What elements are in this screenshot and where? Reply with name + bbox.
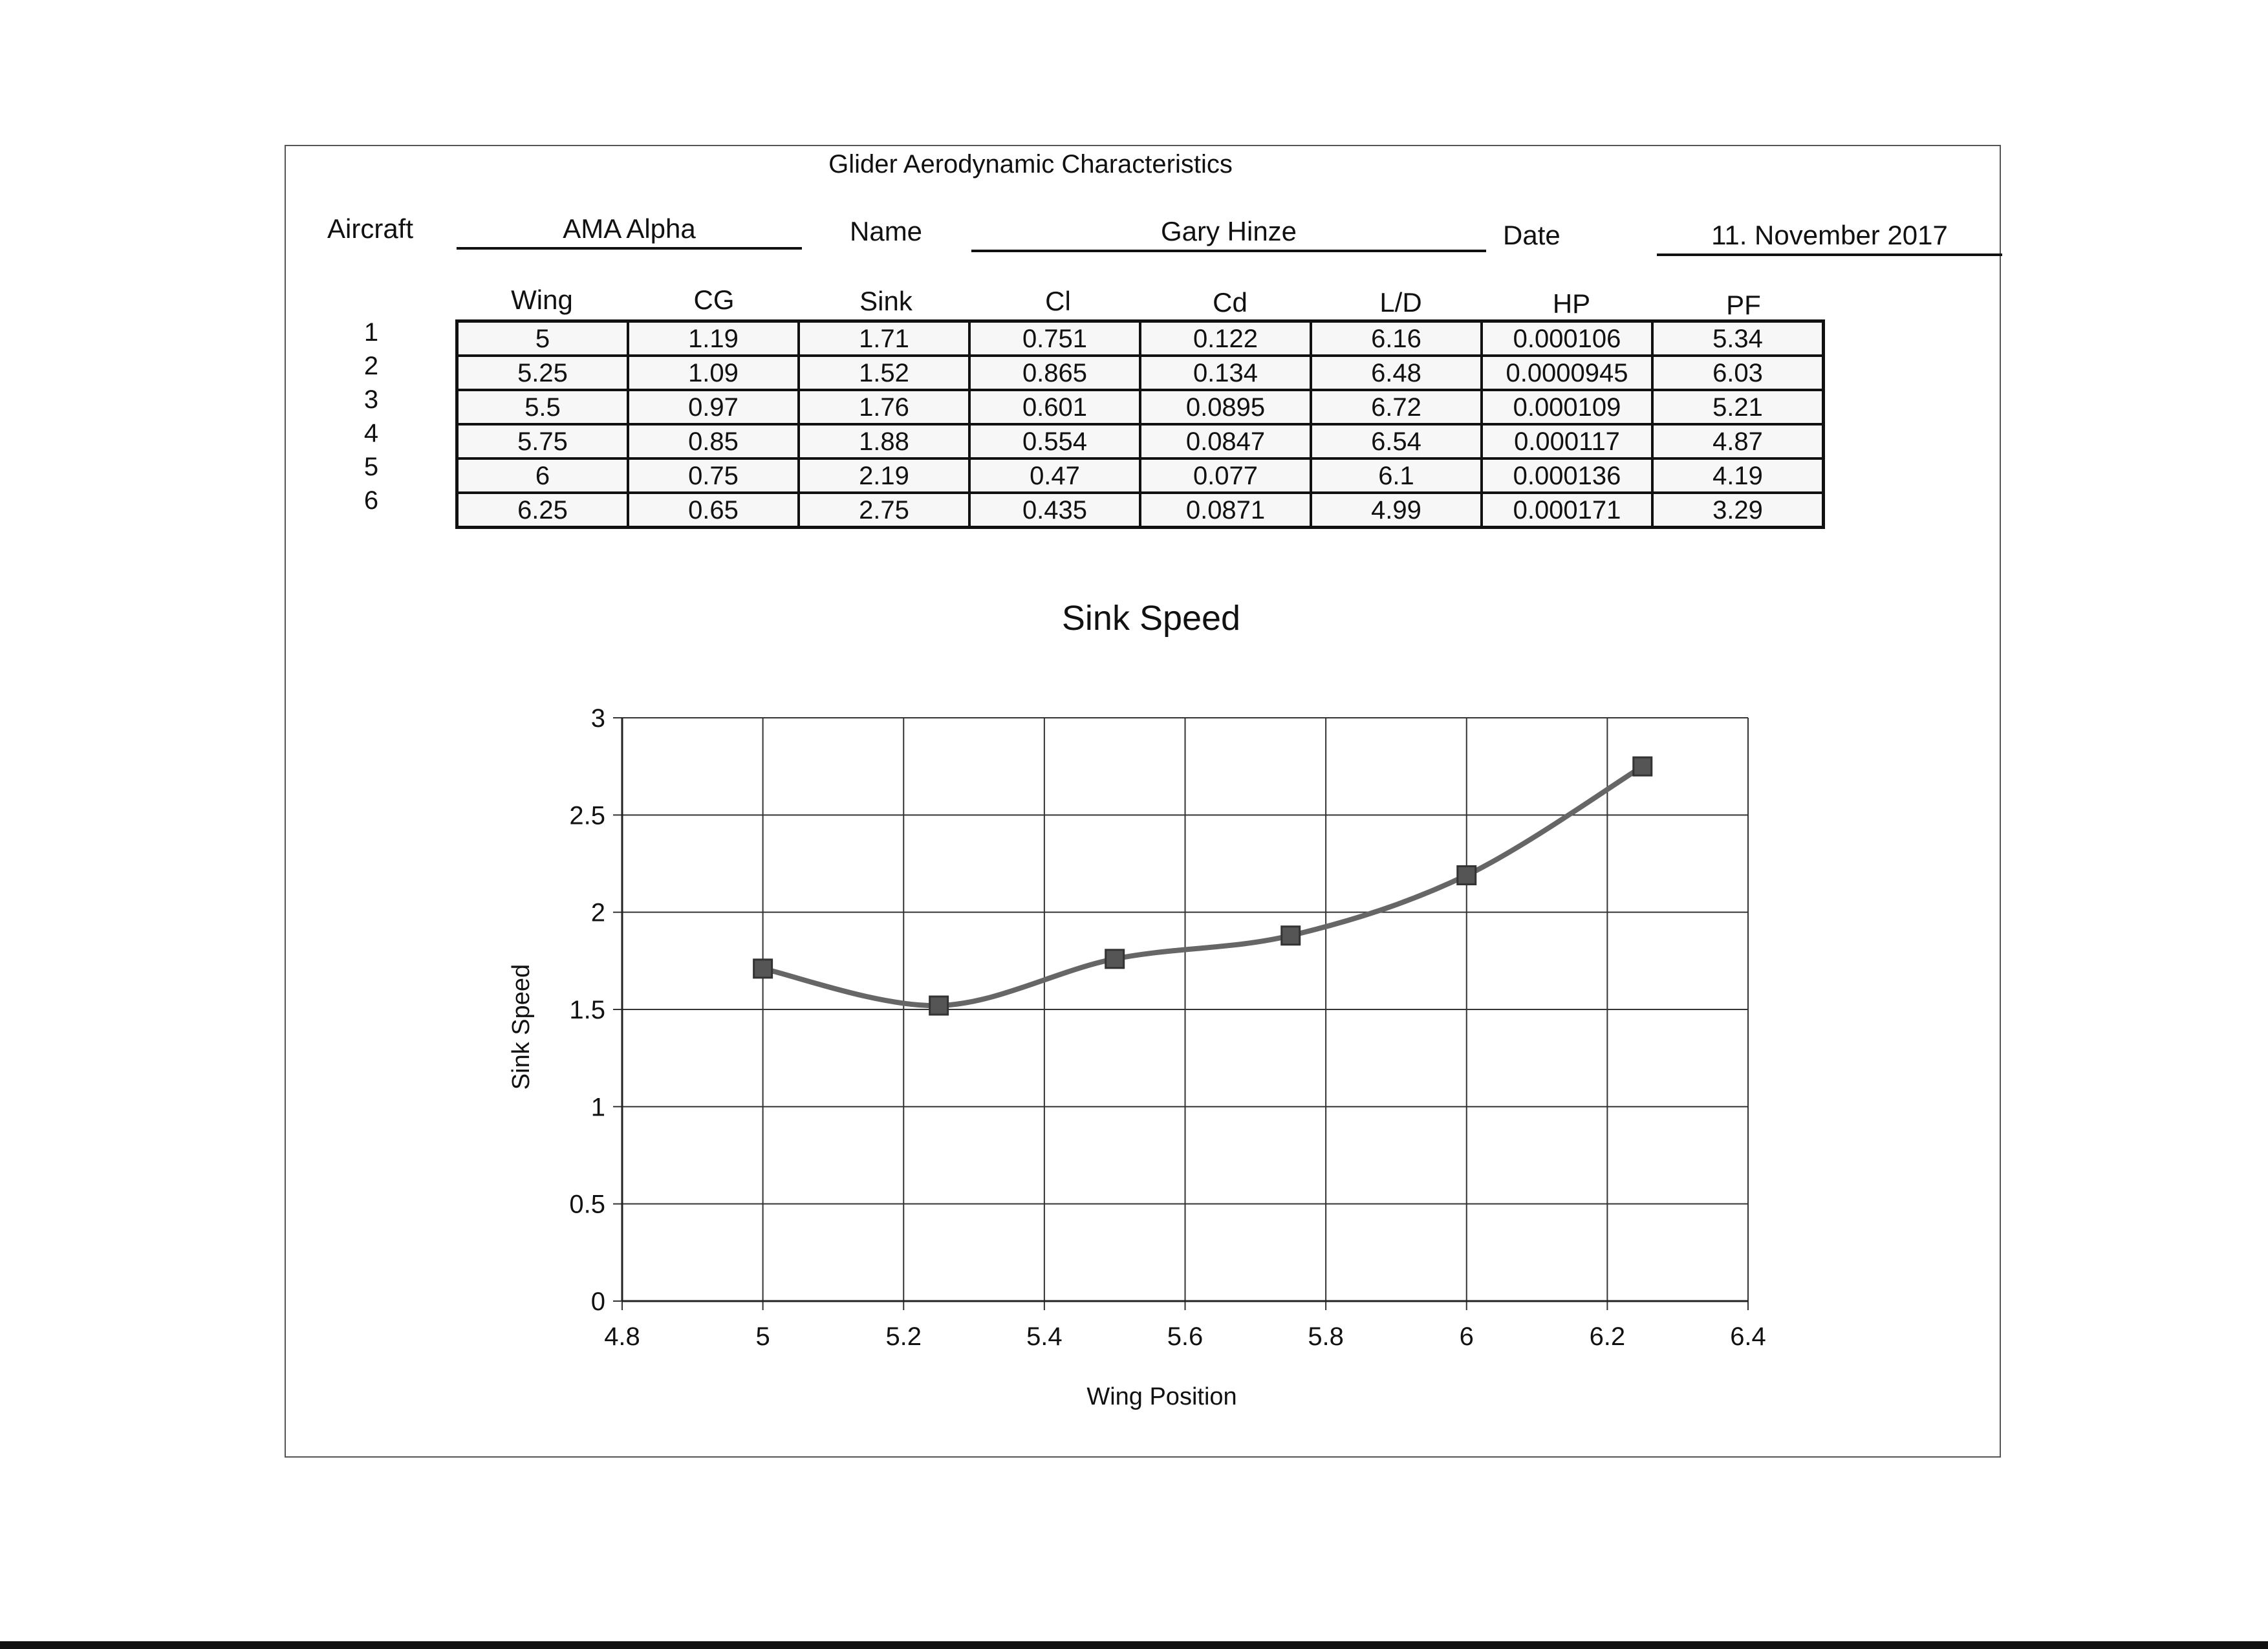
- row-number: 2: [363, 352, 379, 380]
- x-tick-label: 5.8: [1308, 1322, 1344, 1351]
- table-cell: 5.34: [1652, 321, 1824, 356]
- scan-edge: [0, 1641, 2268, 1649]
- aircraft-label: Aircraft: [327, 213, 414, 244]
- table-cell: 0.122: [1140, 321, 1311, 356]
- table-cell: 1.52: [799, 356, 969, 390]
- aircraft-value: AMA Alpha: [457, 213, 802, 250]
- table-cell: 2.19: [799, 458, 969, 493]
- table-cell: 6.72: [1311, 390, 1482, 424]
- data-point: [1458, 867, 1476, 885]
- row-number: 5: [363, 453, 379, 481]
- x-tick-label: 6.2: [1589, 1322, 1626, 1351]
- table-cell: 0.47: [969, 458, 1140, 493]
- table-cell: 0.0871: [1140, 493, 1311, 528]
- row-number: 3: [363, 385, 379, 414]
- y-tick-label: 0.5: [569, 1190, 605, 1219]
- data-point: [754, 960, 772, 978]
- table-cell: 0.0000945: [1482, 356, 1652, 390]
- table-cell: 4.87: [1652, 424, 1824, 458]
- table-cell: 1.76: [799, 390, 969, 424]
- date-value: 11. November 2017: [1657, 220, 2002, 256]
- column-header-wing: Wing: [511, 285, 573, 315]
- y-tick-label: 2.5: [569, 801, 605, 830]
- table-cell: 0.751: [969, 321, 1140, 356]
- table-cell: 6.03: [1652, 356, 1824, 390]
- x-tick-label: 5.4: [1026, 1322, 1063, 1351]
- table-cell: 0.0895: [1140, 390, 1311, 424]
- column-header-ld: L/D: [1379, 287, 1422, 318]
- table-cell: 1.71: [799, 321, 969, 356]
- table-cell: 0.000109: [1482, 390, 1652, 424]
- table-cell: 6: [457, 458, 629, 493]
- name-label: Name: [850, 216, 923, 246]
- table-cell: 1.88: [799, 424, 969, 458]
- table-cell: 0.601: [969, 390, 1140, 424]
- table-cell: 5.5: [457, 390, 629, 424]
- data-point: [1634, 757, 1652, 775]
- data-point: [1106, 950, 1124, 968]
- table-cell: 6.1: [1311, 458, 1482, 493]
- table-cell: 1.09: [628, 356, 799, 390]
- y-tick-label: 1.5: [569, 996, 605, 1024]
- sheet-title: Glider Aerodynamic Characteristics: [828, 150, 1233, 178]
- column-header-sink: Sink: [859, 286, 913, 316]
- y-tick-label: 0: [590, 1288, 605, 1316]
- table-cell: 6.48: [1311, 356, 1482, 390]
- name-value: Gary Hinze: [971, 216, 1486, 252]
- table-cell: 0.865: [969, 356, 1140, 390]
- series-line: [763, 766, 1643, 1006]
- table-cell: 1.19: [628, 321, 799, 356]
- data-point: [930, 997, 948, 1015]
- table-cell: 0.000106: [1482, 321, 1652, 356]
- y-tick-label: 2: [590, 898, 605, 927]
- table-cell: 2.75: [799, 493, 969, 528]
- x-axis-title: Wing Position: [1086, 1383, 1237, 1410]
- y-axis-title: Sink Speed: [508, 964, 535, 1090]
- table-cell: 5.21: [1652, 390, 1824, 424]
- column-header-hp: HP: [1552, 288, 1591, 319]
- row-number: 6: [363, 486, 379, 515]
- table-cell: 6.54: [1311, 424, 1482, 458]
- x-tick-label: 6: [1459, 1322, 1474, 1351]
- table-cell: 0.000117: [1482, 424, 1652, 458]
- column-header-pf: PF: [1726, 290, 1761, 320]
- table-cell: 0.134: [1140, 356, 1311, 390]
- table-cell: 0.0847: [1140, 424, 1311, 458]
- data-point: [1282, 927, 1300, 945]
- chart-title: Sink Speed: [1061, 599, 1241, 638]
- table-cell: 0.000136: [1482, 458, 1652, 493]
- table-cell: 0.85: [628, 424, 799, 458]
- table-cell: 0.554: [969, 424, 1140, 458]
- row-number: 1: [363, 318, 379, 347]
- column-header-cg: CG: [693, 285, 735, 315]
- table-cell: 0.000171: [1482, 493, 1652, 528]
- row-number: 4: [363, 419, 379, 447]
- table-cell: 6.25: [457, 493, 629, 528]
- table-cell: 5.25: [457, 356, 629, 390]
- x-tick-label: 6.4: [1730, 1322, 1766, 1351]
- table-cell: 5: [457, 321, 629, 356]
- table-cell: 0.435: [969, 493, 1140, 528]
- x-tick-label: 4.8: [604, 1322, 640, 1351]
- column-header-cd: Cd: [1213, 287, 1247, 318]
- x-tick-label: 5.2: [885, 1322, 922, 1351]
- table-cell: 6.16: [1311, 321, 1482, 356]
- table-cell: 0.077: [1140, 458, 1311, 493]
- table-cell: 0.65: [628, 493, 799, 528]
- table-cell: 0.97: [628, 390, 799, 424]
- table-cell: 3.29: [1652, 493, 1824, 528]
- table-cell: 4.99: [1311, 493, 1482, 528]
- x-tick-label: 5: [755, 1322, 770, 1351]
- table-cell: 0.75: [628, 458, 799, 493]
- y-tick-label: 3: [590, 704, 605, 733]
- table-cell: 4.19: [1652, 458, 1824, 493]
- table-cell: 5.75: [457, 424, 629, 458]
- date-label: Date: [1503, 220, 1561, 250]
- column-header-cl: Cl: [1045, 286, 1071, 316]
- x-tick-label: 5.6: [1167, 1322, 1204, 1351]
- y-tick-label: 1: [590, 1093, 605, 1122]
